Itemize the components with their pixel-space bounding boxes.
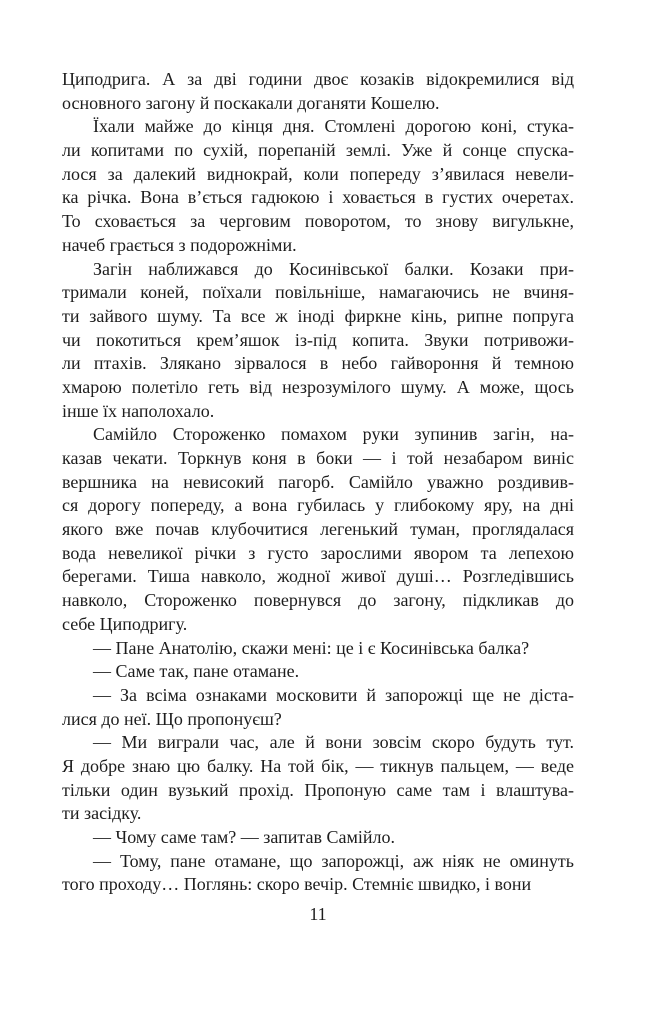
text-line: чи покотиться крем’яшок із-під копита. Звуки потривожи- xyxy=(62,329,574,350)
text-line: — Ми виграли час, але й вони зовсім скоро будуть тут. xyxy=(93,732,574,753)
paragraph xyxy=(62,684,574,731)
text-line: ти засідку. xyxy=(62,803,142,824)
text-line: — Тому, пане отамане, що запорожці, аж ніяк не оминуть xyxy=(93,850,574,871)
text-line: вершника на невисокий пагорб. Самійло уважно роздивив- xyxy=(62,471,574,492)
paragraph xyxy=(62,850,574,897)
text-line: начеб грається з подорожніми. xyxy=(62,234,297,255)
paragraph xyxy=(62,115,574,257)
text-block xyxy=(62,68,574,897)
text-line: — Чому саме там? — запитав Самійло. xyxy=(93,827,395,847)
text-line: ли птахів. Злякано зірвалося в небо гайвороння й темною xyxy=(62,353,574,374)
text-line: інше їх наполохало. xyxy=(62,400,215,421)
text-line: — За всіма ознаками московити й запорожці ще не діста- xyxy=(93,684,574,705)
paragraph xyxy=(62,660,574,684)
text-line: тримали коней, поїхали повільніше, намагаючись не вчиня- xyxy=(62,282,574,303)
text-line: Загін наближався до Косинівської балки. Козаки при- xyxy=(93,258,574,279)
page-number: 11 xyxy=(309,904,327,924)
paragraph xyxy=(62,258,574,424)
text-line: берегами. Тиша навколо, жодної живої душі… Розгледівшись xyxy=(62,566,574,587)
text-line: вода невеликої річки з густо зарослими явором та лепехою xyxy=(62,542,574,563)
text-line: Їхали майже до кінця дня. Стомлені дорогою коні, стука- xyxy=(93,116,574,137)
text-line: ти зайвого шуму. Та все ж іноді фиркне кінь, рипне попруга xyxy=(62,305,574,326)
paragraph xyxy=(62,637,574,661)
text-line: казав чекати. Торкнув коня в боки — і той незабаром виніс xyxy=(62,448,574,468)
paragraph xyxy=(62,423,574,636)
text-line: ся дорогу попереду, а вона губилась у глибокому яру, на дні xyxy=(62,495,574,516)
text-line: хмарою полетіло геть від незрозумілого шуму. А може, щось xyxy=(62,376,574,397)
paragraph xyxy=(62,826,574,850)
text-line: лися до неї. Що пропонуєш? xyxy=(62,708,282,729)
text-line: ли копитами по сухій, порепаній землі. Уже й сонце спуска- xyxy=(62,140,574,161)
text-line: себе Циподригу. xyxy=(62,613,188,634)
text-line: То сховається за черговим поворотом, то знову вигулькне, xyxy=(62,211,574,232)
text-line: Самійло Стороженко помахом руки зупинив загін, на- xyxy=(93,424,574,445)
text-line: якого вже почав клубочитися легенький туман, проглядалася xyxy=(62,519,574,540)
paragraph xyxy=(62,68,574,115)
text-line: навколо, Стороженко повернувся до загону, підкликав до xyxy=(62,590,574,611)
text-line: — Пане Анатолію, скажи мені: це і є Косинівська балка? xyxy=(93,637,530,658)
text-line: тільки один вузький прохід. Пропоную саме там і влаштува- xyxy=(62,779,574,800)
text-line: основного загону й поскакали доганяти Кошелю. xyxy=(62,92,440,113)
paragraph xyxy=(62,731,574,826)
text-line: — Саме так, пане отамане. xyxy=(93,661,300,682)
text-line: лося за далекий виднокрай, коли попереду з’явилася невели- xyxy=(62,163,574,184)
text-line: Циподрига. А за дві години двоє козаків відокремилися від xyxy=(62,69,574,89)
text-line: того проходу… Поглянь: скоро вечір. Стемніє швидко, і вони xyxy=(62,874,532,895)
text-line: Я добре знаю цю балку. На той бік, — тикнув пальцем, — веде xyxy=(62,755,574,776)
text-line: ка річка. Вона в’ється гадюкою і ховається в густих очеретах. xyxy=(62,187,574,208)
